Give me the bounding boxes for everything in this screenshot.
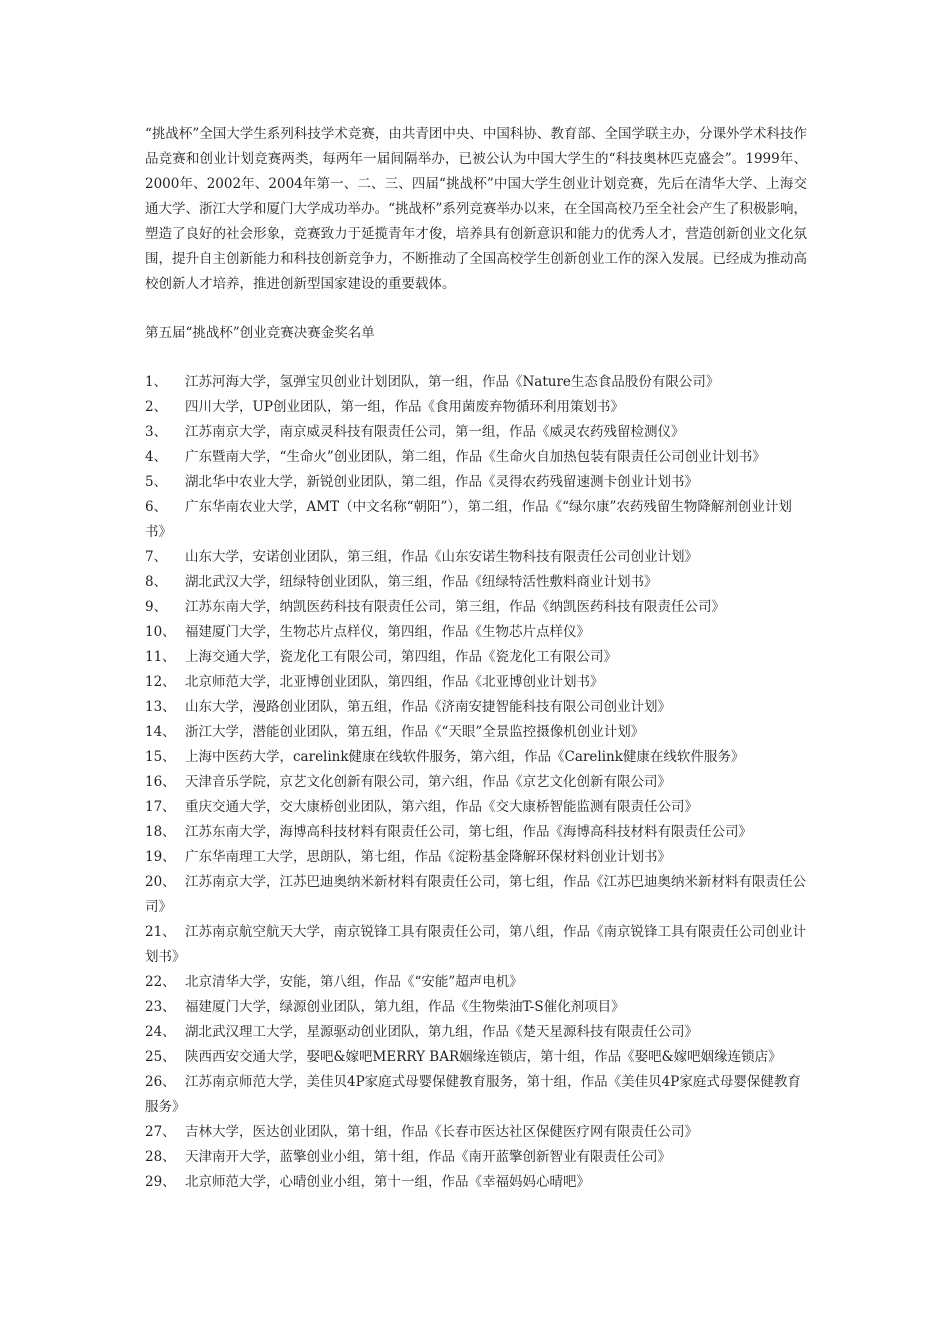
award-item [145,395,807,420]
award-item [145,695,807,720]
award-text: 广东华南理工大学，思朗队，第七组，作品《淀粉基金降解环保材料创业计划书》 [185,849,671,865]
award-number: 9、 [145,599,168,615]
award-item [145,545,807,570]
award-number: 16、 [145,774,176,790]
award-number: 15、 [145,749,176,765]
award-number: 17、 [145,799,176,815]
award-number: 3、 [145,424,168,440]
award-number: 7、 [145,549,168,565]
award-item [145,370,807,395]
award-item [145,570,807,595]
award-text: 湖北武汉大学，纽绿特创业团队，第三组，作品《纽绿特活性敷料商业计划书》 [185,574,658,590]
award-text: 江苏东南大学，海博高科技材料有限责任公司，第七组，作品《海博高科技材料有限责任公司》 [185,824,752,840]
award-text: 浙江大学，潜能创业团队，第五组，作品《“天眼”全景监控摄像机创业计划》 [185,724,645,740]
award-text: 江苏南京师范大学，美佳贝4P家庭式母婴保健教育服务，第十组，作品《美佳贝4P家庭式母婴保健教育服务》 [145,1074,801,1115]
award-number: 19、 [145,849,176,865]
award-text: 山东大学，安诺创业团队，第三组，作品《山东安诺生物科技有限责任公司创业计划》 [185,549,698,565]
award-number: 4、 [145,449,168,465]
award-item [145,645,807,670]
award-item [145,770,807,795]
award-item [145,620,807,645]
award-number: 23、 [145,999,176,1015]
award-item [145,920,807,970]
award-text: 福建厦门大学，生物芯片点样仪，第四组，作品《生物芯片点样仪》 [185,624,590,640]
document-page [145,122,807,1195]
award-text: 湖北武汉理工大学，星源驱动创业团队，第九组，作品《楚天星源科技有限责任公司》 [185,1024,698,1040]
award-item [145,795,807,820]
award-number: 29、 [145,1174,176,1190]
award-item [145,670,807,695]
intro-paragraph: “挑战杯”全国大学生系列科技学术竞赛，由共青团中央、中国科协、教育部、全国学联主办，分课外学术科技作品竞赛和创业计划竞赛两类，每两年一届间隔举办，已被公认为中国大学生的“科技奥林匹克盛会”。1999年、2000年、2002年、2004年第一、二、三、四届“挑战杯”中国大学生创业计划竞赛，先后在清华大学、上海交通大学、浙江大学和厦门大学成功举办。“挑战杯”系列竞赛举办以来，在全国高校乃至全社会产生了积极影响，塑造了良好的社会形象，竞赛致力于延揽青年才俊，培养具有创新意识和能力的优秀人才，营造创新创业文化氛围，提升自主创新能力和科技创新竞争力，不断推动了全国高校学生创新创业工作的深入发展。已经成为推动高校创新人才培养，推进创新型国家建设的重要载体。 [145,126,807,292]
award-text: 江苏东南大学，纳凯医药科技有限责任公司，第三组，作品《纳凯医药科技有限责任公司》 [185,599,725,615]
award-number: 12、 [145,674,176,690]
award-text: 陕西西安交通大学，娶吧&嫁吧MERRY BAR姻缘连锁店，第十组，作品《娶吧&嫁吧姻缘连锁店》 [185,1049,782,1065]
award-list [145,370,807,1195]
award-item [145,745,807,770]
award-number: 20、 [145,874,176,890]
award-text: 江苏南京大学，南京威灵科技有限责任公司，第一组，作品《威灵农药残留检测仪》 [185,424,685,440]
award-number: 26、 [145,1074,176,1090]
award-number: 27、 [145,1124,176,1140]
award-text: 福建厦门大学，绿源创业团队，第九组，作品《生物柴油T-S催化剂项目》 [185,999,625,1015]
award-text: 广东华南农业大学，AMT（中文名称“朝阳”），第二组，作品《“绿尔康”农药残留生物降解剂创业计划书》 [145,499,792,540]
award-number: 2、 [145,399,168,415]
award-item [145,720,807,745]
award-number: 5、 [145,474,168,490]
award-item [145,1120,807,1145]
award-item [145,495,807,545]
award-text: 天津南开大学，蓝擎创业小组，第十组，作品《南开蓝擎创新智业有限责任公司》 [185,1149,671,1165]
award-item [145,445,807,470]
section-title: 第五届“挑战杯”创业竞赛决赛金奖名单 [145,325,375,341]
award-number: 1、 [145,374,168,390]
award-number: 18、 [145,824,176,840]
award-number: 13、 [145,699,176,715]
award-number: 21、 [145,924,176,940]
award-item [145,1070,807,1120]
award-text: 湖北华中农业大学，新锐创业团队，第二组，作品《灵得农药残留速测卡创业计划书》 [185,474,698,490]
award-item [145,1145,807,1170]
award-text: 北京师范大学，心晴创业小组，第十一组，作品《幸福妈妈心晴吧》 [185,1174,590,1190]
award-number: 8、 [145,574,168,590]
award-text: 天津音乐学院，京艺文化创新有限公司，第六组，作品《京艺文化创新有限公司》 [185,774,671,790]
award-number: 24、 [145,1024,176,1040]
award-text: 上海中医药大学，carelink健康在线软件服务，第六组，作品《Carelink健康在线软件服务》 [185,749,745,765]
award-text: 重庆交通大学，交大康桥创业团队，第六组，作品《交大康桥智能监测有限责任公司》 [185,799,698,815]
award-item [145,995,807,1020]
award-text: 江苏南京大学，江苏巴迪奥纳米新材料有限责任公司，第七组，作品《江苏巴迪奥纳米新材料有限责任公司》 [145,874,806,915]
award-number: 22、 [145,974,176,990]
award-text: 四川大学，UP创业团队，第一组，作品《食用菌废弃物循环利用策划书》 [185,399,624,415]
award-text: 上海交通大学，瓷龙化工有限公司，第四组，作品《瓷龙化工有限公司》 [185,649,617,665]
award-item [145,1020,807,1045]
award-item [145,845,807,870]
award-item [145,420,807,445]
award-text: 广东暨南大学，“生命火”创业团队，第二组，作品《生命火自加热包装有限责任公司创业计划书》 [185,449,766,465]
award-number: 6、 [145,499,168,515]
award-number: 25、 [145,1049,176,1065]
award-text: 北京师范大学，北亚博创业团队，第四组，作品《北亚博创业计划书》 [185,674,604,690]
award-text: 山东大学，漫路创业团队，第五组，作品《济南安捷智能科技有限公司创业计划》 [185,699,671,715]
award-item [145,970,807,995]
award-item [145,470,807,495]
award-item [145,870,807,920]
award-item [145,1170,807,1195]
award-item [145,1045,807,1070]
award-number: 10、 [145,624,176,640]
award-text: 江苏河海大学，氢弹宝贝创业计划团队，第一组，作品《Nature生态食品股份有限公司》 [185,374,720,390]
award-number: 14、 [145,724,176,740]
award-text: 北京清华大学，安能，第八组，作品《“安能”超声电机》 [185,974,523,990]
award-item [145,820,807,845]
award-text: 江苏南京航空航天大学，南京锐锋工具有限责任公司，第八组，作品《南京锐锋工具有限责任公司创业计划书》 [145,924,806,965]
award-number: 28、 [145,1149,176,1165]
award-item [145,595,807,620]
award-number: 11、 [145,649,176,665]
award-text: 吉林大学，医达创业团队，第十组，作品《长春市医达社区保健医疗网有限责任公司》 [185,1124,698,1140]
